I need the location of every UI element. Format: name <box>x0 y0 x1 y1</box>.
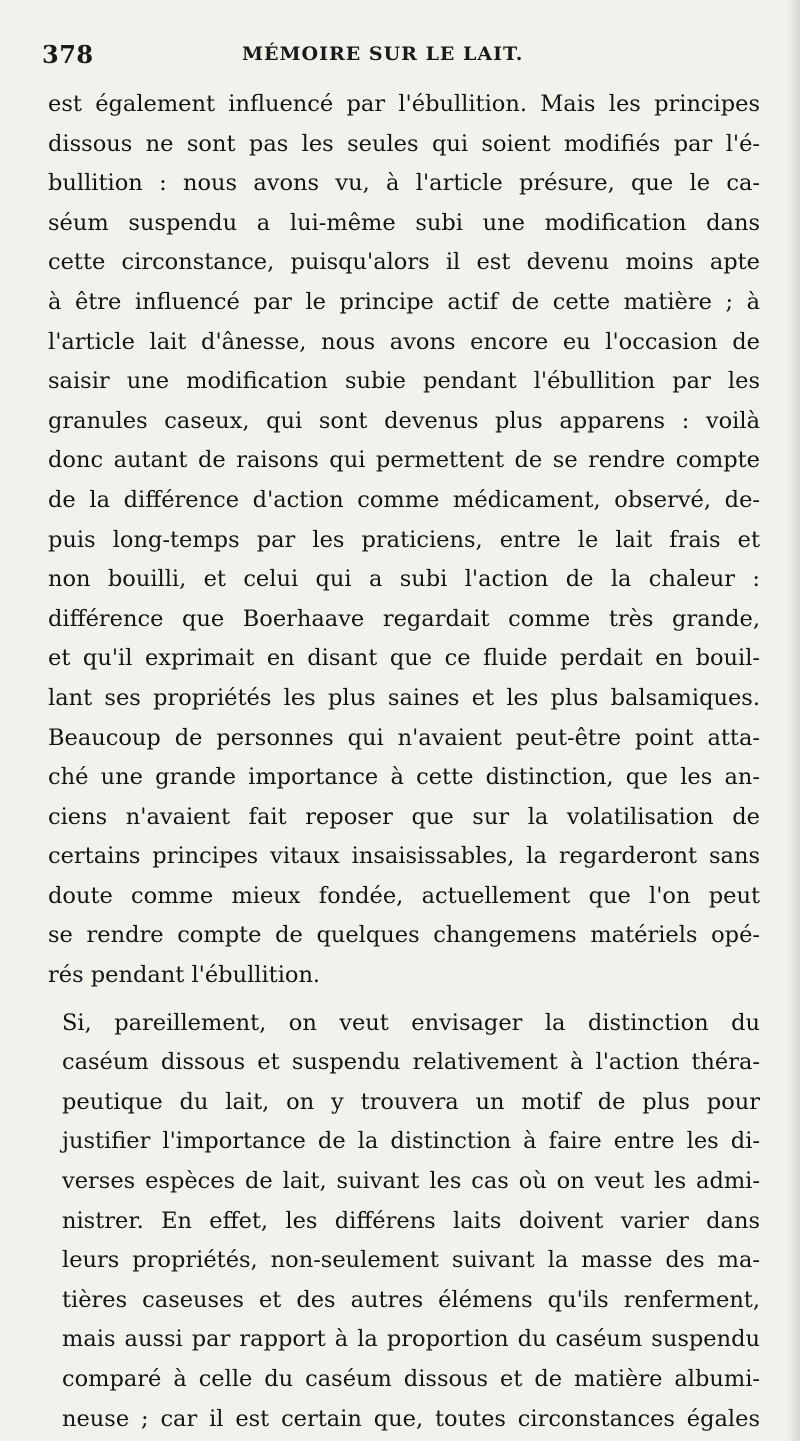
text-line: certains principes vitaux insaisissables, la regarderont sans <box>48 843 760 870</box>
text-line: doute comme mieux fondée, actuellement que l'on peut <box>48 882 760 909</box>
text-line: non bouilli, et celui qui a subi l'action de la chaleur : <box>48 566 760 593</box>
paragraph-gap <box>48 996 760 1004</box>
text-line: verses espèces de lait, suivant les cas où on veut les admi- <box>62 1168 760 1195</box>
paragraph-1 <box>48 85 760 996</box>
body-text <box>48 85 760 1439</box>
text-line: à être influencé par le principe actif de cette matière ; à <box>48 288 760 315</box>
text-line: rés pendant l'ébullition. <box>48 962 321 989</box>
text-line: neuse ; car il est certain que, toutes circonstances égales <box>62 1405 760 1432</box>
text-line: ciens n'avaient fait reposer que sur la volatilisation de <box>48 803 760 830</box>
text-line: se rendre compte de quelques changemens matériels opé- <box>48 922 760 949</box>
text-line: donc autant de raisons qui permettent de se rendre compte <box>48 447 760 474</box>
page-header <box>42 40 762 76</box>
text-line: leurs propriétés, non-seulement suivant la masse des ma- <box>62 1247 760 1274</box>
text-line: caséum dissous et suspendu relativement à l'action théra- <box>62 1049 760 1076</box>
page-edge-shadow <box>786 0 800 1441</box>
text-line: Si, pareillement, on veut envisager la distinction du <box>62 1009 760 1036</box>
page-number: 378 <box>42 40 94 69</box>
text-line: comparé à celle du caséum dissous et de matière albumi- <box>62 1366 760 1392</box>
text-line: est également influencé par l'ébullition. Mais les principes <box>48 91 760 117</box>
text-line: nistrer. En effet, les différens laits doivent varier dans <box>62 1207 760 1234</box>
text-line: granules caseux, qui sont devenus plus apparens : voilà <box>48 407 760 434</box>
text-line: séum suspendu a lui-même subi une modification dans <box>48 209 760 236</box>
text-line: et qu'il exprimait en disant que ce fluide perdait en bouil- <box>48 645 760 672</box>
text-line: ché une grande importance à cette distinction, que les an- <box>48 764 760 791</box>
text-line: cette circonstance, puisqu'alors il est devenu moins apte <box>48 249 760 276</box>
running-head: MÉMOIRE SUR LE LAIT. <box>242 43 524 65</box>
text-line: de la différence d'action comme médicament, observé, de- <box>48 486 760 513</box>
text-line: saisir une modification subie pendant l'ébullition par les <box>48 368 760 395</box>
text-line: Beaucoup de personnes qui n'avaient peut-être point atta- <box>48 724 760 751</box>
text-line: lant ses propriétés les plus saines et les plus balsamiques. <box>48 684 760 711</box>
text-line: dissous ne sont pas les seules qui soient modifiés par l'é- <box>48 130 760 157</box>
text-line: différence que Boerhaave regardait comme très grande, <box>48 605 760 632</box>
text-line: peutique du lait, on y trouvera un motif de plus pour <box>62 1088 760 1115</box>
text-line: justifier l'importance de la distinction à faire entre les di- <box>62 1128 760 1155</box>
text-line: tières caseuses et des autres élémens qu'ils renferment, <box>62 1286 760 1313</box>
text-line: puis long-temps par les praticiens, entre le lait frais et <box>48 526 760 553</box>
paragraph-2 <box>48 1004 760 1440</box>
text-line: l'article lait d'ânesse, nous avons encore eu l'occasion de <box>48 328 760 355</box>
text-line: bullition : nous avons vu, à l'article présure, que le ca- <box>48 170 760 197</box>
text-line: mais aussi par rapport à la proportion du caséum suspendu <box>62 1326 760 1353</box>
